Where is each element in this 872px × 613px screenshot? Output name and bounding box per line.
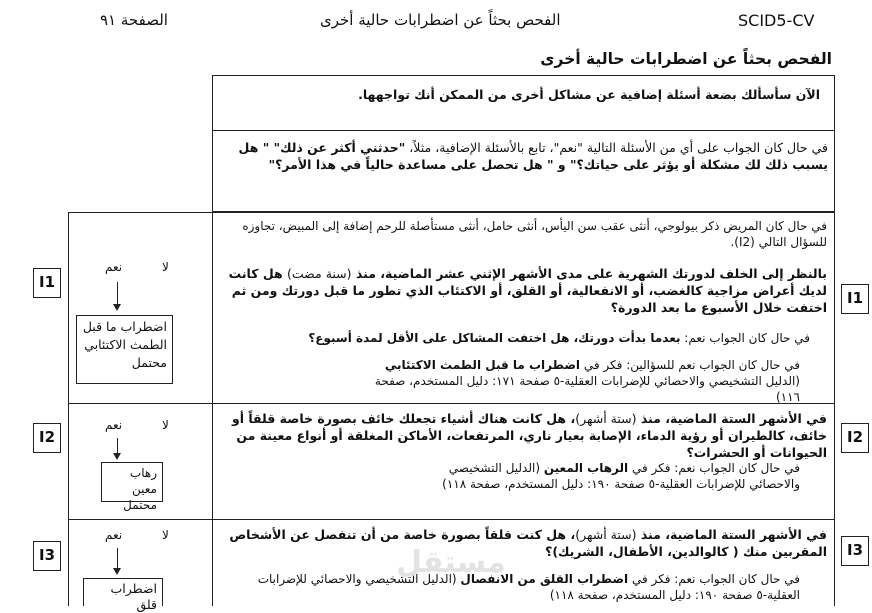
question-i3-b: ، هل كنت قلقاً بصورة خاصة من أن تنفصل عن الأشخاص المقربين منك ( كالوالدين، الأطفال، الشريك)؟ [229,527,827,559]
intro-line2-plain: في حال كان الجواب على أي من الأسئلة التالية "نعم"، تابع بالأسئلة الإضافية، مثلاً، [405,140,828,155]
diagnosis-box-i3: اضطراب قلق [83,578,163,606]
row-divider-2 [68,519,835,520]
arrow-head-i2 [113,453,121,460]
item-label-right-i2: I2 [841,423,869,453]
question-i3-a: في الأشهر الستة الماضية، منذ [636,527,827,542]
item-label-left-i1: I1 [33,268,61,298]
question-i2-a: في الأشهر الستة الماضية، منذ [636,411,827,426]
note-i1 [370,357,800,405]
question-i2 [220,410,827,461]
question-i1 [220,265,827,316]
note-i1-bold: اضطراب ما قبل الطمث الاكتئابي [384,358,581,372]
arrow-i1 [117,282,118,306]
diagnosis-box-i2: رهاب معين محتمل [101,462,163,502]
intro-line2 [220,139,828,173]
arrow-head-i3 [113,568,121,575]
table-column-divider [212,212,213,606]
question-i1-a: بالنظر إلى الخلف لدورتك الشهرية على مدى الأشهر الإثني عشر الماضية، منذ [351,266,827,281]
item-label-left-i2: I2 [33,423,61,453]
note-i2 [430,460,800,492]
note-i3 [230,571,800,603]
question-i3 [220,526,827,560]
intro-line2-bold: "حدثني أكثر عن ذلك" " هل يسبب ذلك لك مشكلة أو يؤثر على حياتك؟" و " هل تحصل على مساعدة حالياً في هذا الأمر؟" [238,140,828,172]
note-i2-bold: الرهاب المعين [543,461,629,475]
condition-i1: في حال كان المريض ذكر بيولوجي، أنثى عقب سن اليأس، أنثى حامل، أنثى مستأصلة للرحم إضافة إلى المبيض، تجاوزه للسؤال التالي (I2). [242,219,827,249]
page-number: الصفحة ٩١ [100,11,168,29]
watermark: مستقل [396,545,506,580]
intro-line1: الآن سأسألك بضعة أسئلة إضافية عن مشاكل أخرى من الممكن أنك تواجهها. [358,87,820,102]
question-i1-b: هل كانت لديك أعراض مزاجية كالغضب، أو الانفعالية، أو القلق، أو الاكتئاب الذي تطور ما قبل دورتك ومن ثم اختفت خلال الأسبوع ما بعد الدورة؟ [228,266,827,315]
yes-option-i1[interactable]: نعم [105,260,123,274]
no-option-i1[interactable]: لا [162,260,169,274]
question-i2-paren: (ستة أشهر) [575,411,637,426]
note-i2-b: (الدليل التشخيصي والاحصائي للإضرابات العقلية-٥ صفحة ١٩٠: دليل المستخدم، صفحة ١١٨) [442,461,800,491]
doc-code: SCID5-CV [738,11,815,30]
no-option-i2[interactable]: لا [162,418,169,432]
question-i2-b: ، هل كانت هناك أشياء تجعلك خائف بصورة خاصة قلقاً أو خائف، كالطيران أو رؤية الدماء، الإصابة بعيار ناري، المرتفعات، الأماكن المغلقة أو أنواع معينة من الحيوانات أو الحشرات؟ [231,411,827,460]
arrow-i3 [117,548,118,570]
followup-i1-bold: بعدما بدأت دورتك، هل اختفت المشاكل على الأقل لمدة أسبوع؟ [308,331,681,345]
note-i3-bold: اضطراب القلق من الانفصال [460,572,629,586]
question-i1-paren: (سنة مضت) [287,266,352,281]
followup-i1-plain: في حال كان الجواب نعم: [680,331,810,345]
item-label-right-i1: I1 [841,284,869,314]
yes-option-i2[interactable]: نعم [105,418,123,432]
intro-divider [212,130,835,131]
running-title: الفحص بحثاً عن اضطرابات حالية أخرى [320,11,561,29]
followup-i1 [220,330,810,346]
note-i3-a: في حال كان الجواب نعم: فكر في [628,572,800,586]
section-title: الفحص بحثاً عن اضطرابات حالية أخرى [540,50,832,68]
diagnosis-box-i1: اضطراب ما قبل الطمث الاكتئابي محتمل [76,315,173,384]
note-i2-a: في حال كان الجواب نعم: فكر في [628,461,800,475]
arrow-head-i1 [113,304,121,311]
question-i3-paren: (ستة أشهر) [575,527,637,542]
item-label-right-i3: I3 [841,536,869,566]
note-i1-a: في حال كان الجواب نعم للسؤالين: فكر في [580,358,800,372]
yes-option-i3[interactable]: نعم [105,528,123,542]
note-i3-b: (الدليل التشخيصي والاحصائي للإضرابات العقلية-٥ صفحة ١٩٠: دليل المستخدم، صفحة ١١٨) [257,572,800,602]
no-option-i3[interactable]: لا [162,528,169,542]
note-i1-b: (الدليل التشخيصي والاحصائي للإضرابات العقلية-٥ صفحة ١٧١: دليل المستخدم، صفحة ١١٦) [374,374,800,404]
item-label-left-i3: I3 [33,541,61,571]
